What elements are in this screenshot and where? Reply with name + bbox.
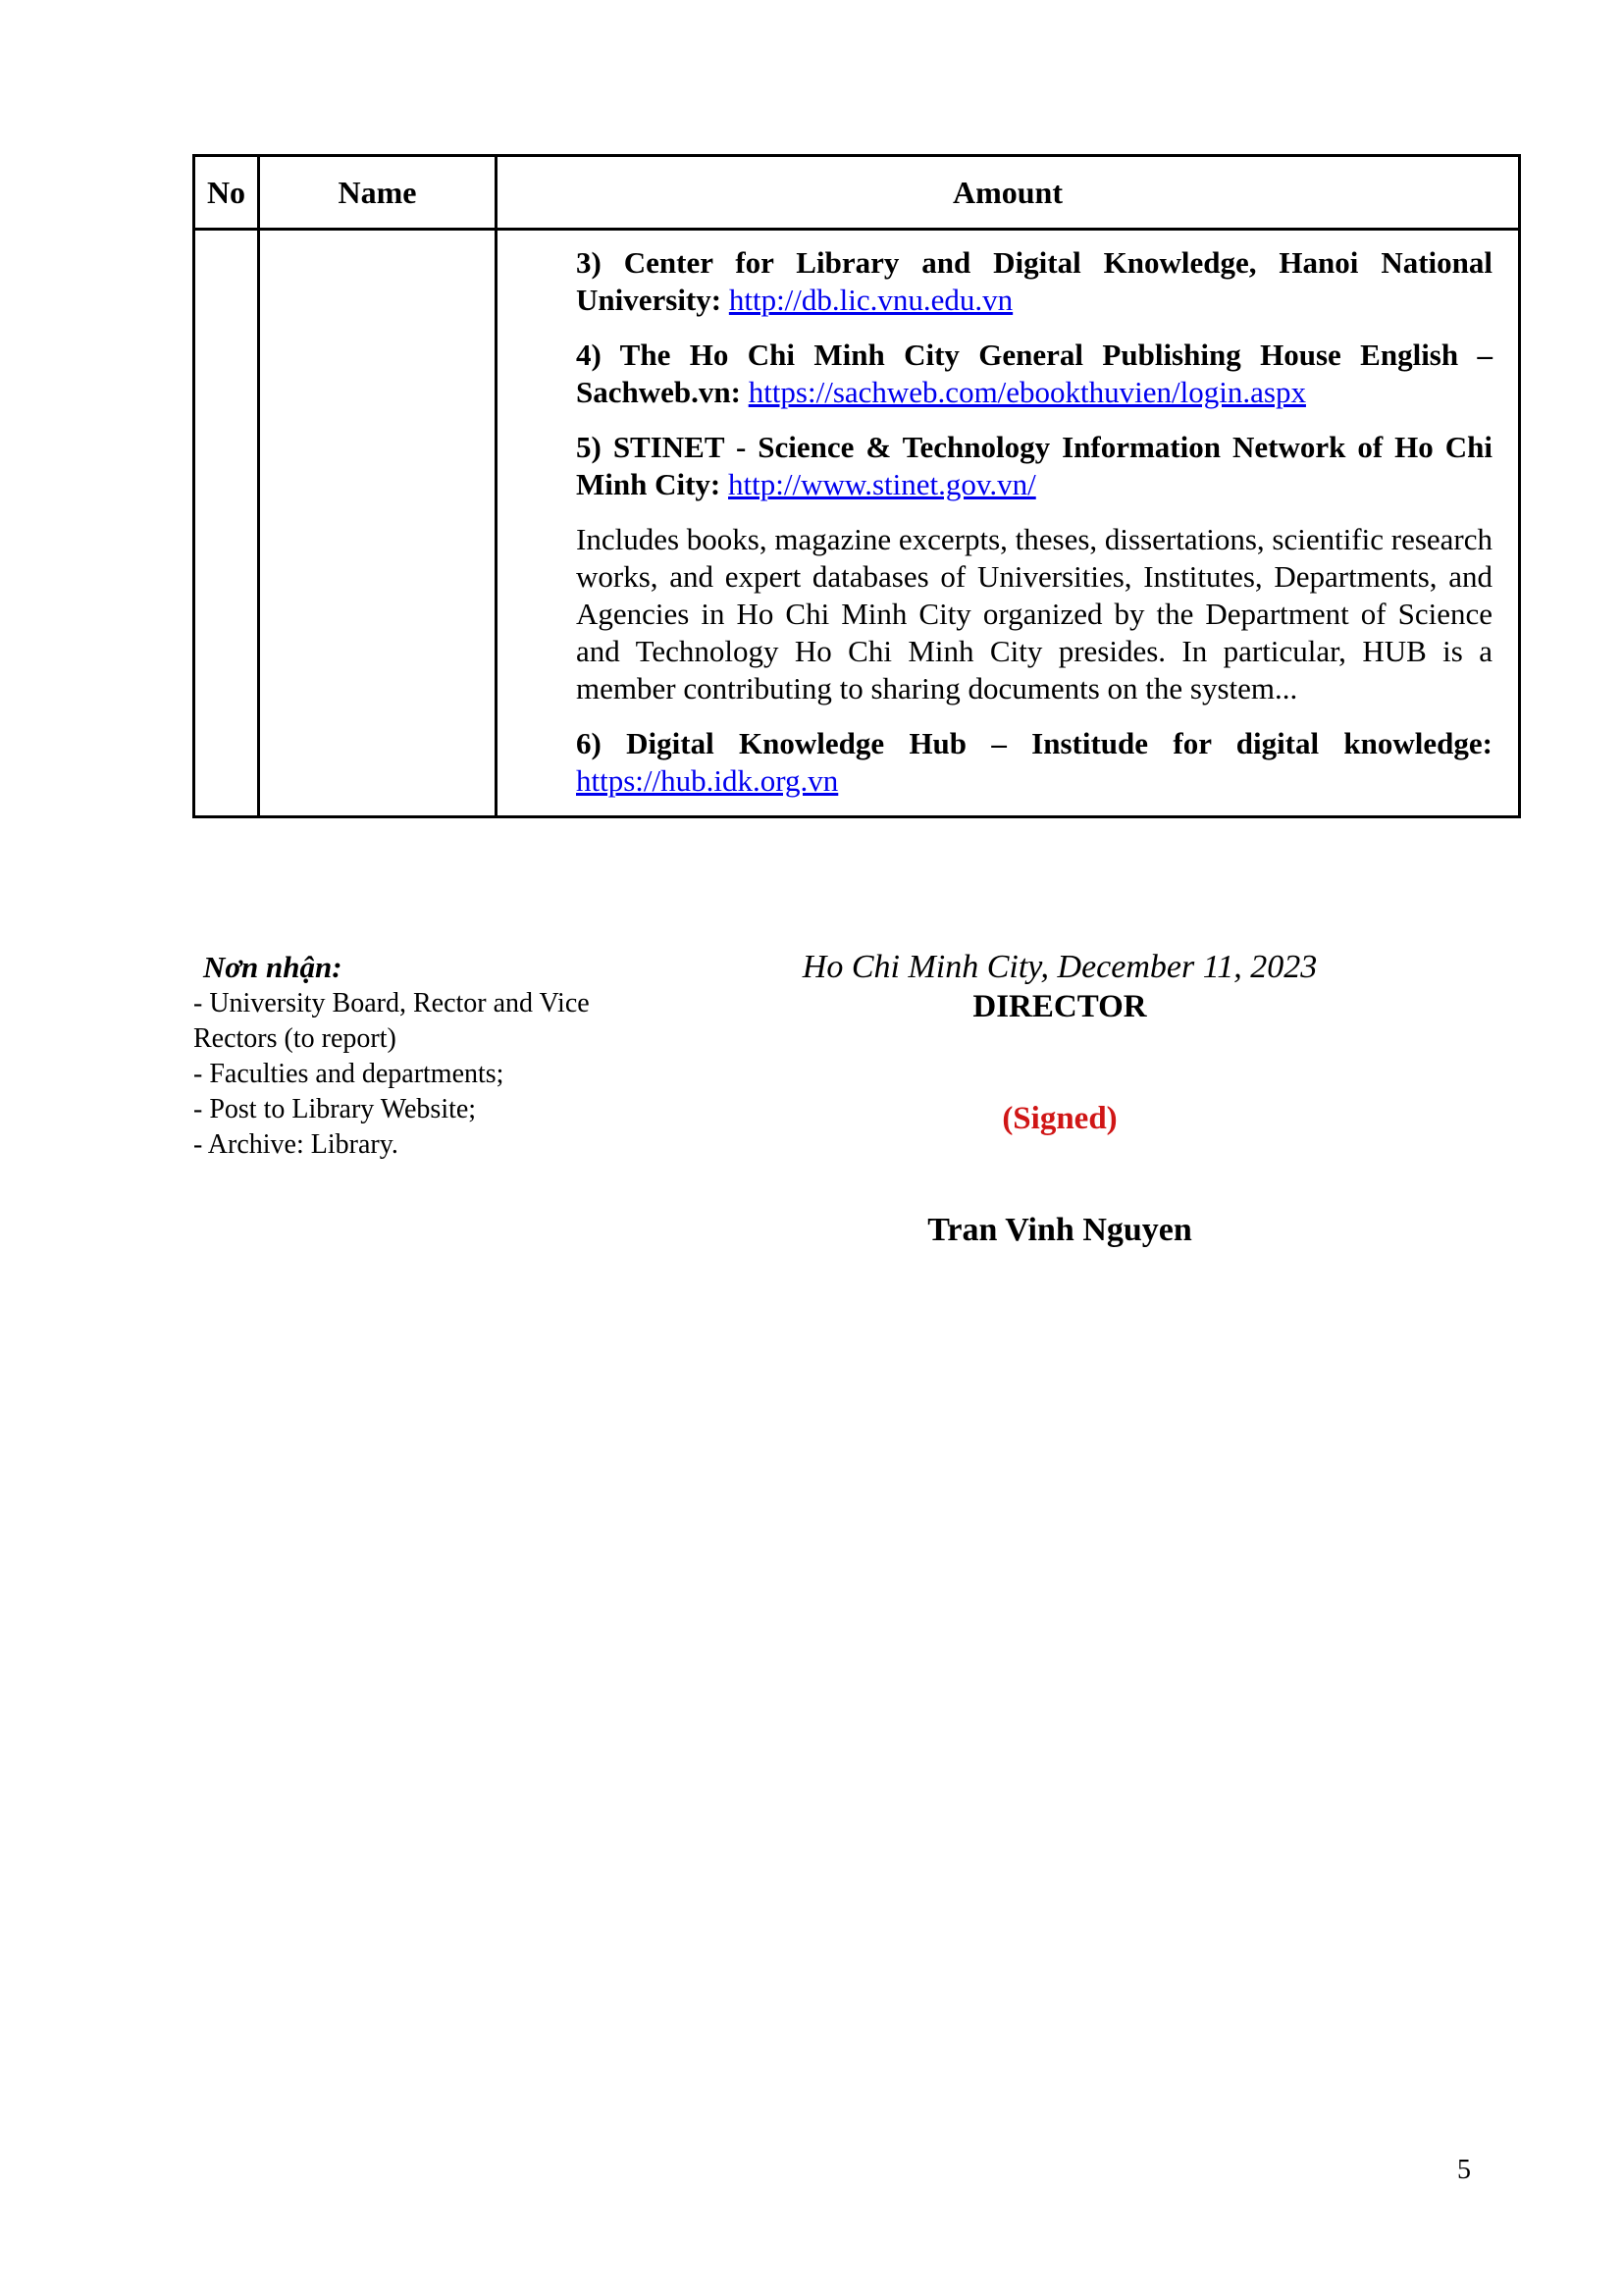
resource-link[interactable]: http://db.lic.vnu.edu.vn [728, 283, 1014, 317]
recipient-line: - Post to Library Website; [193, 1094, 477, 1124]
resource-title: 3) Center for Library and Digital Knowledge, Hanoi National University: [576, 245, 1492, 317]
resource-entry-4 [576, 337, 1492, 411]
resource-entry-5 [576, 429, 1492, 503]
cell-no [194, 230, 259, 817]
column-header-amount: Amount [497, 156, 1520, 230]
resource-title: 5) STINET - Science & Technology Information Network of Ho Chi Minh City: [576, 430, 1492, 501]
resource-link[interactable]: https://hub.idk.org.vn [576, 763, 839, 798]
cell-name [259, 230, 497, 817]
resource-link[interactable]: https://sachweb.com/ebookthuvien/login.aspx [748, 375, 1306, 409]
resource-entry-6 [576, 725, 1492, 800]
recipient-line: - Faculties and departments; [193, 1059, 504, 1089]
recipients-block [193, 950, 664, 1163]
resource-title: 4) The Ho Chi Minh City General Publishing House English – Sachweb.vn: [576, 338, 1492, 409]
resource-description: Includes books, magazine excerpts, theses, dissertations, scientific research works, and expert databases of Universities, Institutes, Departments, and Agencies in Ho Chi Minh City organized by the Department of Science and Technology Ho Chi Minh City presides. In particular, HUB is a member contributing to sharing documents on the system... [576, 522, 1492, 705]
recipient-line: - University Board, Rector and Vice Rectors (to report) [193, 988, 590, 1054]
signature-block [746, 948, 1374, 1249]
recipients-title: Nơn nhận: [203, 950, 342, 984]
column-header-name: Name [259, 156, 497, 230]
signature-role: DIRECTOR [972, 989, 1147, 1024]
signatory-name: Tran Vinh Nguyen [927, 1212, 1192, 1248]
resource-entry-3 [576, 244, 1492, 319]
resource-link[interactable]: http://www.stinet.gov.vn/ [728, 467, 1036, 501]
signature-date: Ho Chi Minh City, December 11, 2023 [802, 949, 1318, 985]
recipient-line: - Archive: Library. [193, 1129, 398, 1160]
table-row [194, 230, 1520, 817]
cell-amount [497, 230, 1520, 817]
column-header-no: No [194, 156, 259, 230]
signed-stamp: (Signed) [1002, 1101, 1118, 1136]
page-number: 5 [1457, 2155, 1471, 2185]
resource-title: 6) Digital Knowledge Hub – Institude for digital knowledge: [576, 726, 1492, 760]
table-header-row [194, 156, 1520, 230]
resources-table [192, 154, 1521, 818]
